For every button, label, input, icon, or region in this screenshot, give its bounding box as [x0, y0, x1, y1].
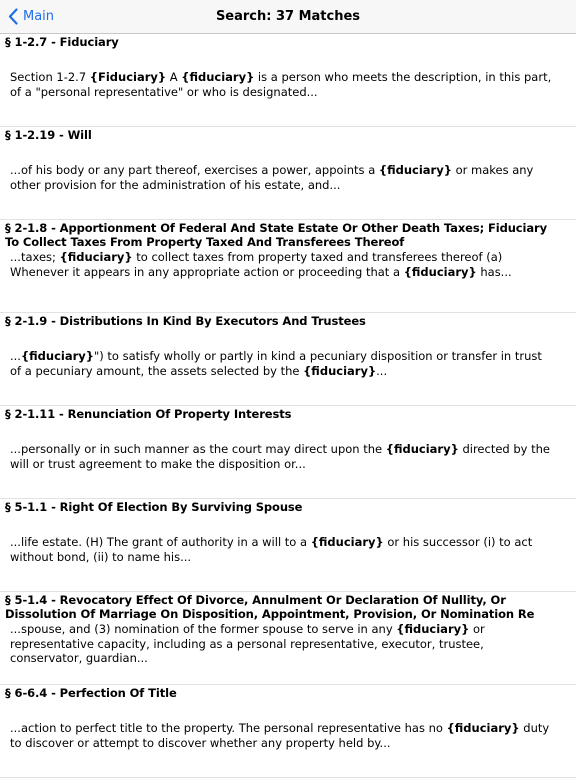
snippet-text: A	[166, 70, 182, 84]
navigation-bar	[0, 0, 576, 34]
search-result-row[interactable]	[0, 592, 576, 685]
snippet-text: ...of his body or any part thereof, exercises a power, appoints a	[10, 163, 379, 177]
back-button[interactable]	[8, 0, 54, 33]
highlighted-match: {fiduciary}	[396, 622, 470, 636]
results-list	[0, 34, 576, 778]
highlighted-match: {fiduciary}	[181, 70, 255, 84]
snippet-text: to collect taxes from property taxed and transferees thereof (a) Whenever it appears in any appropriate action or proceeding that a	[10, 250, 503, 279]
search-result-row[interactable]	[0, 499, 576, 592]
snippet-text: directed by the will or trust agreement to make the disposition or...	[10, 442, 550, 471]
highlighted-match: {fiduciary}	[59, 250, 133, 264]
snippet-text: ") to satisfy wholly or partly in kind a pecuniary disposition or transfer in trust of a pecuniary amount, the assets selected by the	[10, 349, 542, 378]
snippet-text: duty to discover or attempt to discover whether any property held by...	[10, 721, 550, 750]
snippet-text: ...spouse, and (3) nomination of the former spouse to serve in any	[10, 622, 397, 636]
result-snippet	[10, 721, 552, 750]
result-snippet	[10, 250, 552, 279]
search-result-row[interactable]	[0, 127, 576, 220]
snippet-text: ...taxes;	[10, 250, 60, 264]
result-title: § 1-2.7 - Fiduciary	[5, 35, 119, 49]
snippet-text: Section 1-2.7	[10, 70, 90, 84]
highlighted-match: {fiduciary}	[303, 363, 377, 378]
snippet-text: ...personally or in such manner as the court may direct upon the	[10, 442, 386, 456]
result-snippet	[10, 622, 552, 666]
search-result-row[interactable]	[0, 220, 576, 313]
highlighted-match: {fiduciary}	[20, 349, 94, 363]
highlighted-match: {fiduciary}	[446, 721, 520, 735]
highlighted-match: {fiduciary}	[310, 535, 384, 549]
result-snippet	[10, 535, 552, 564]
search-result-row[interactable]	[0, 313, 576, 406]
highlighted-match: {fiduciary}	[385, 442, 459, 456]
highlighted-match: {fiduciary}	[403, 264, 477, 279]
snippet-text: or makes any other provision for the administration of his estate, and...	[10, 163, 534, 192]
snippet-text: has...	[476, 264, 512, 279]
result-snippet	[10, 442, 552, 471]
result-title: § 6-6.4 - Perfection Of Title	[5, 686, 177, 700]
result-snippet	[10, 163, 552, 192]
snippet-text: ...	[376, 363, 388, 378]
snippet-text: or representative capacity, including as a personal representative, executor, trustee, conservator, guardian...	[10, 622, 485, 665]
result-snippet	[10, 349, 552, 378]
snippet-text: ...life estate. (H) The grant of authority in a will to a	[10, 535, 311, 549]
search-result-row[interactable]	[0, 406, 576, 499]
chevron-left-icon	[8, 8, 18, 25]
search-result-row[interactable]	[0, 685, 576, 778]
result-title: § 1-2.19 - Will	[5, 128, 92, 142]
snippet-text: is a person who meets the description, in this part, of a "personal representative" or who is designated...	[10, 70, 552, 99]
search-result-row[interactable]	[0, 34, 576, 127]
result-title: § 2-1.9 - Distributions In Kind By Executors And Trustees	[5, 314, 366, 328]
snippet-text: or his successor (i) to act without bond, (ii) to name his...	[10, 535, 533, 564]
snippet-text: ...action to perfect title to the property. The personal representative has no	[10, 721, 447, 735]
page-title: Search: 37 Matches	[215, 9, 361, 24]
highlighted-match: {Fiduciary}	[89, 70, 167, 84]
result-snippet	[10, 70, 552, 99]
result-title: § 2-1.11 - Renunciation Of Property Interests	[5, 407, 292, 421]
result-title: § 2-1.8 - Apportionment Of Federal And State Estate Or Other Death Taxes; Fiduciary To Collect Taxes From Property Taxed And Transferees Thereof	[5, 221, 547, 249]
result-title: § 5-1.1 - Right Of Election By Surviving Spouse	[5, 500, 303, 514]
result-title: § 5-1.4 - Revocatory Effect Of Divorce, Annulment Or Declaration Of Nullity, Or Dissolution Of Marriage On Disposition, Appointment, Provision, Or Nomination Re	[5, 593, 535, 621]
highlighted-match: {fiduciary}	[378, 163, 452, 177]
snippet-text: ...	[10, 349, 21, 363]
back-label: Main	[23, 9, 55, 24]
